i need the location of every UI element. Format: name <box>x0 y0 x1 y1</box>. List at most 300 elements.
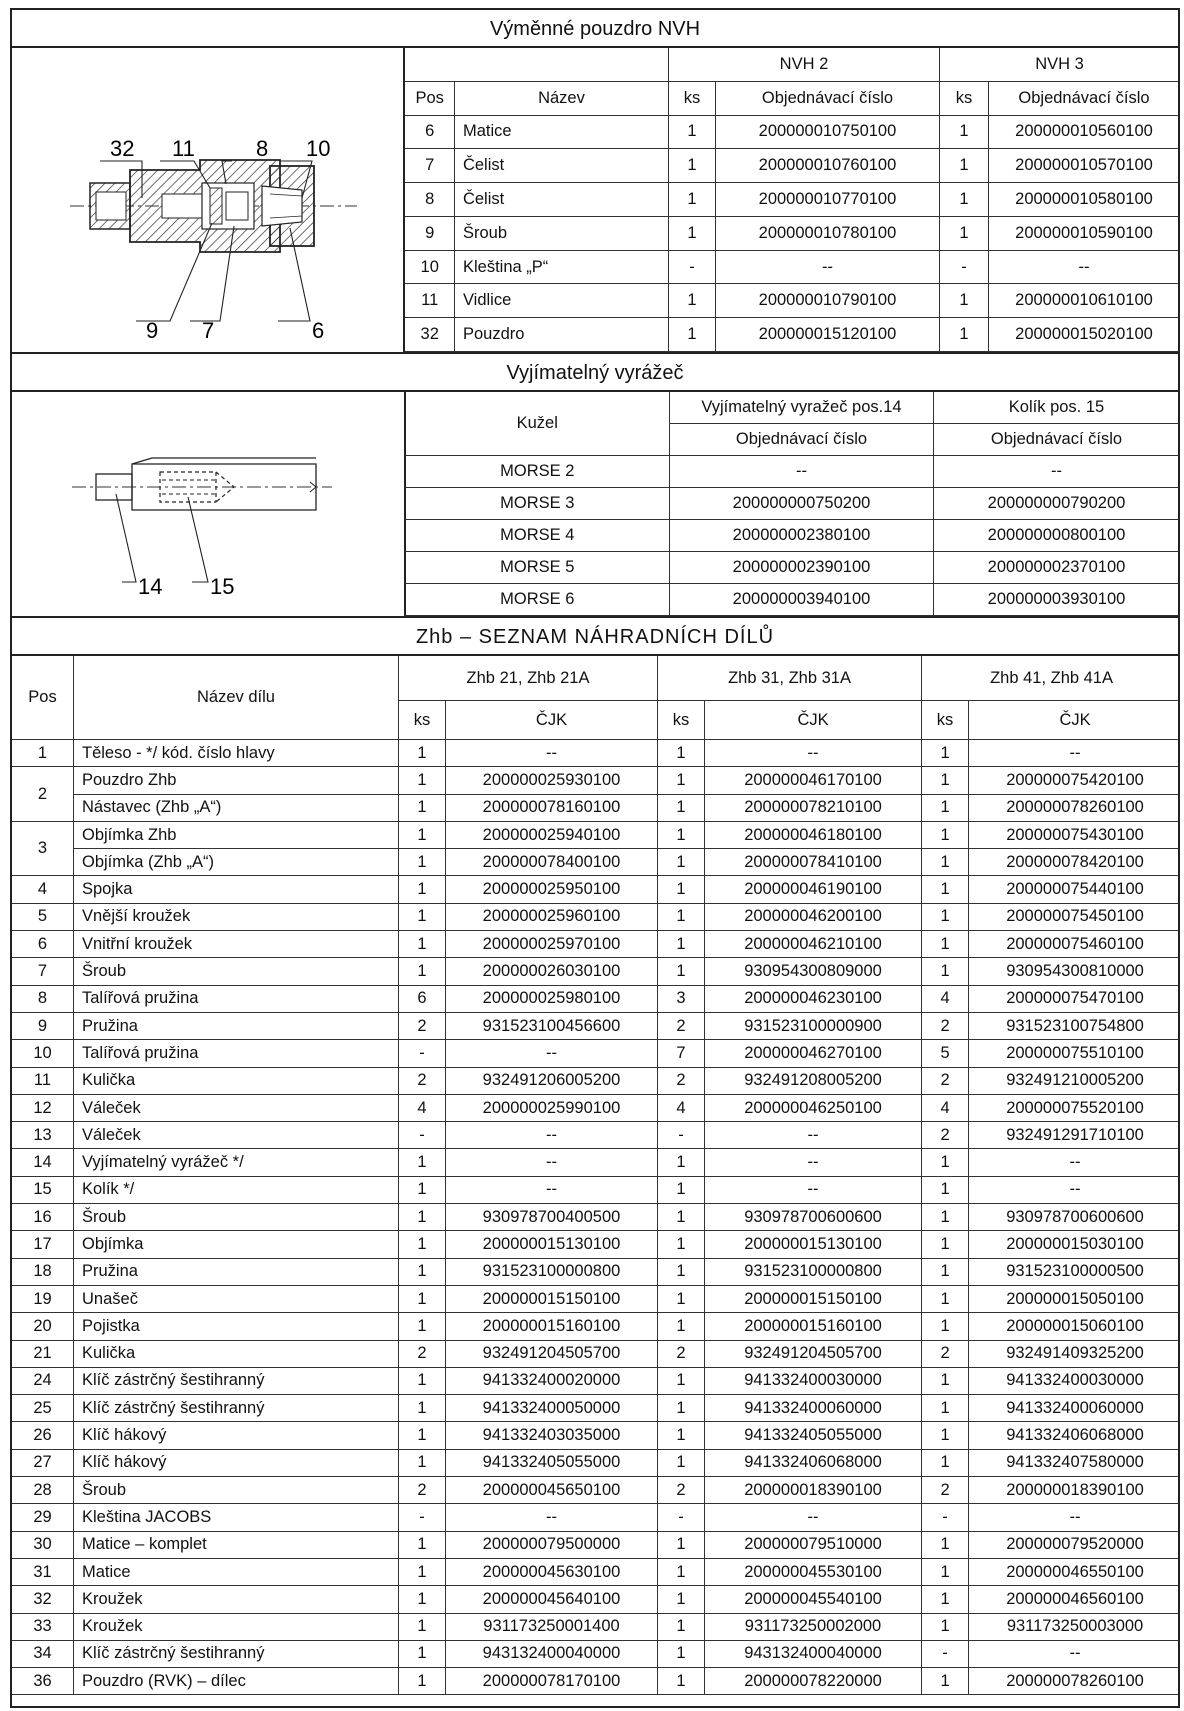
table-row <box>12 1640 1181 1667</box>
cjk-number-cell: 200000079500000 <box>446 1531 658 1558</box>
table-row <box>12 931 1181 958</box>
cjk-number-cell: 200000015060100 <box>969 1313 1180 1340</box>
table-row <box>12 1340 1181 1367</box>
qty-cell: 4 <box>658 1094 705 1121</box>
part-name-cell: Kroužek <box>74 1613 399 1640</box>
fig-label-10: 10 <box>306 136 331 161</box>
pos-cell: 9 <box>12 1012 74 1039</box>
cjk-number-cell: 932491210005200 <box>969 1067 1180 1094</box>
group-zhb41: Zhb 41, Zhb 41A <box>922 656 1180 701</box>
cjk-number-cell: 941332400050000 <box>446 1395 658 1422</box>
cjk-number-cell: 200000046270100 <box>705 1040 922 1067</box>
table-row <box>405 318 1179 352</box>
qty-cell: - <box>668 250 715 284</box>
table-row <box>12 740 1181 767</box>
qty-cell: 1 <box>922 876 969 903</box>
qty-cell: 1 <box>668 318 715 352</box>
order-number-cell: -- <box>934 456 1180 488</box>
qty-cell: 1 <box>922 1258 969 1285</box>
qty-cell: 1 <box>399 1531 446 1558</box>
cjk-number-cell: 200000046180100 <box>705 821 922 848</box>
table-row <box>12 1668 1181 1695</box>
col-ks: ks <box>939 81 988 115</box>
col-ks: ks <box>668 81 715 115</box>
cjk-number-cell: 200000015050100 <box>969 1285 1180 1312</box>
part-name-cell: Unašeč <box>74 1285 399 1312</box>
cjk-number-cell: 941332406068000 <box>705 1449 922 1476</box>
table-row <box>405 216 1179 250</box>
cjk-number-cell: -- <box>969 1176 1180 1203</box>
cjk-number-cell: 941332407580000 <box>969 1449 1180 1476</box>
qty-cell: - <box>399 1040 446 1067</box>
qty-cell: 1 <box>922 1449 969 1476</box>
qty-cell: 1 <box>658 740 705 767</box>
table-row <box>406 584 1180 616</box>
cjk-number-cell: 200000046190100 <box>705 876 922 903</box>
pos-cell: 5 <box>12 903 74 930</box>
table-row <box>405 250 1179 284</box>
pos-cell: 30 <box>12 1531 74 1558</box>
cjk-number-cell: 931173250002000 <box>705 1613 922 1640</box>
qty-cell: 1 <box>922 1285 969 1312</box>
qty-cell: 1 <box>658 1586 705 1613</box>
cjk-number-cell: 200000025930100 <box>446 767 658 794</box>
qty-cell: 1 <box>922 1558 969 1585</box>
cjk-number-cell: 200000075460100 <box>969 931 1180 958</box>
order-number-cell: 200000002390100 <box>670 552 934 584</box>
qty-cell: 1 <box>922 767 969 794</box>
qty-cell: 1 <box>939 183 988 217</box>
table-row <box>12 1531 1181 1558</box>
part-name-cell: Pouzdro Zhb <box>74 767 399 794</box>
cjk-number-cell: 941332406068000 <box>969 1422 1180 1449</box>
cjk-number-cell: 200000025960100 <box>446 903 658 930</box>
qty-cell: 1 <box>658 1449 705 1476</box>
cjk-number-cell: 200000025950100 <box>446 876 658 903</box>
part-name-cell: Kulička <box>74 1067 399 1094</box>
part-name-cell: Objímka <box>74 1231 399 1258</box>
qty-cell: 1 <box>922 1395 969 1422</box>
pos-cell: 7 <box>12 958 74 985</box>
pos-cell: 2 <box>12 767 74 822</box>
group-zhb21: Zhb 21, Zhb 21A <box>399 656 658 701</box>
qty-cell: - <box>922 1640 969 1667</box>
table-row <box>12 767 1181 794</box>
qty-cell: 2 <box>658 1012 705 1039</box>
col-part-name: Název dílu <box>74 656 399 740</box>
variant-nvh2: NVH 2 <box>668 48 939 81</box>
cjk-number-cell: 931173250001400 <box>446 1613 658 1640</box>
part-name-cell: Šroub <box>74 958 399 985</box>
table-row <box>12 821 1181 848</box>
qty-cell: 1 <box>399 958 446 985</box>
pos-cell: 18 <box>12 1258 74 1285</box>
qty-cell: 1 <box>658 1422 705 1449</box>
cjk-number-cell: 932491208005200 <box>705 1067 922 1094</box>
fig-label-14: 14 <box>138 574 163 599</box>
pos-cell: 28 <box>12 1477 74 1504</box>
cjk-number-cell: 200000045640100 <box>446 1586 658 1613</box>
part-name-cell: Kulička <box>74 1340 399 1367</box>
order-number-cell: 200000002370100 <box>934 552 1180 584</box>
qty-cell: 1 <box>658 958 705 985</box>
qty-cell: 1 <box>399 1586 446 1613</box>
qty-cell: 1 <box>399 1449 446 1476</box>
col-pos: Pos <box>12 656 74 740</box>
order-number-cell: 200000010560100 <box>988 115 1179 149</box>
qty-cell: 1 <box>939 216 988 250</box>
qty-cell: 1 <box>922 1149 969 1176</box>
table-row <box>12 876 1181 903</box>
cone-cell: MORSE 6 <box>406 584 670 616</box>
qty-cell: 3 <box>658 985 705 1012</box>
part-name-cell: Pružina <box>74 1012 399 1039</box>
qty-cell: 5 <box>922 1040 969 1067</box>
cjk-number-cell: 941332400060000 <box>969 1395 1180 1422</box>
cone-cell: MORSE 3 <box>406 488 670 520</box>
nvh-variant-row <box>405 48 1179 81</box>
qty-cell: 1 <box>922 1668 969 1695</box>
pos-cell: 26 <box>12 1422 74 1449</box>
cjk-number-cell: -- <box>705 740 922 767</box>
cjk-number-cell: 941332403035000 <box>446 1422 658 1449</box>
cjk-number-cell: 931523100000800 <box>446 1258 658 1285</box>
pos-cell: 25 <box>12 1395 74 1422</box>
pos-cell: 10 <box>12 1040 74 1067</box>
cjk-number-cell: 200000078410100 <box>705 849 922 876</box>
pos-cell: 31 <box>12 1558 74 1585</box>
col-ks: ks <box>922 701 969 740</box>
order-number-cell: 200000015120100 <box>715 318 939 352</box>
pos-cell: 8 <box>12 985 74 1012</box>
qty-cell: 2 <box>922 1012 969 1039</box>
table-row <box>12 985 1181 1012</box>
qty-cell: 1 <box>399 1176 446 1203</box>
table-row <box>12 1040 1181 1067</box>
pos-cell: 4 <box>12 876 74 903</box>
pos-cell: 11 <box>12 1067 74 1094</box>
qty-cell: 1 <box>658 1231 705 1258</box>
pos-cell: 11 <box>405 284 454 318</box>
cjk-number-cell: 200000018390100 <box>969 1477 1180 1504</box>
pos-cell: 16 <box>12 1204 74 1231</box>
cjk-number-cell: 200000078220000 <box>705 1668 922 1695</box>
qty-cell: 1 <box>658 903 705 930</box>
cjk-number-cell: 200000045540100 <box>705 1586 922 1613</box>
fig-label-7: 7 <box>202 318 215 343</box>
qty-cell: 1 <box>399 1668 446 1695</box>
part-name-cell: Nástavec (Zhb „A“) <box>74 794 399 821</box>
part-name-cell: Pojistka <box>74 1313 399 1340</box>
qty-cell: 1 <box>399 740 446 767</box>
order-number-cell: 200000010790100 <box>715 284 939 318</box>
order-number-cell: 200000010760100 <box>715 149 939 183</box>
qty-cell: - <box>658 1122 705 1149</box>
qty-cell: 1 <box>922 903 969 930</box>
cjk-number-cell: 941332400030000 <box>969 1367 1180 1394</box>
col-ks: ks <box>658 701 705 740</box>
table-row <box>12 903 1181 930</box>
cjk-number-cell: 200000078260100 <box>969 1668 1180 1695</box>
qty-cell: 2 <box>658 1340 705 1367</box>
qty-cell: 1 <box>668 284 715 318</box>
cjk-number-cell: 200000075520100 <box>969 1094 1180 1121</box>
cjk-number-cell: 200000025970100 <box>446 931 658 958</box>
qty-cell: 1 <box>922 1531 969 1558</box>
cjk-number-cell: -- <box>446 740 658 767</box>
qty-cell: 1 <box>399 1313 446 1340</box>
table-row <box>12 794 1181 821</box>
pos-cell: 10 <box>405 250 454 284</box>
table-row <box>406 456 1180 488</box>
qty-cell: 1 <box>399 794 446 821</box>
nvh-table <box>405 48 1180 352</box>
part-name-cell: Klíč hákový <box>74 1449 399 1476</box>
name-cell: Kleština „P“ <box>454 250 668 284</box>
qty-cell: 1 <box>658 767 705 794</box>
cjk-number-cell: 941332400020000 <box>446 1367 658 1394</box>
pos-cell: 19 <box>12 1285 74 1312</box>
spare-parts-sheet <box>10 8 1180 1708</box>
cjk-number-cell: 200000018390100 <box>705 1477 922 1504</box>
table-row <box>12 1176 1181 1203</box>
pos-cell: 1 <box>12 740 74 767</box>
cjk-number-cell: 200000075510100 <box>969 1040 1180 1067</box>
qty-cell: - <box>922 1504 969 1531</box>
qty-cell: 1 <box>922 740 969 767</box>
cjk-number-cell: 200000026030100 <box>446 958 658 985</box>
part-name-cell: Klíč zástrčný šestihranný <box>74 1640 399 1667</box>
qty-cell: 6 <box>399 985 446 1012</box>
order-number-cell: 200000002380100 <box>670 520 934 552</box>
cjk-number-cell: 200000046230100 <box>705 985 922 1012</box>
cjk-number-cell: 200000079510000 <box>705 1531 922 1558</box>
qty-cell: 1 <box>399 876 446 903</box>
pos-cell: 14 <box>12 1149 74 1176</box>
cjk-number-cell: 930954300809000 <box>705 958 922 985</box>
table-row <box>406 520 1180 552</box>
order-number-cell: 200000010750100 <box>715 115 939 149</box>
qty-cell: 4 <box>399 1094 446 1121</box>
qty-cell: - <box>658 1504 705 1531</box>
pos-cell: 9 <box>405 216 454 250</box>
qty-cell: 1 <box>399 931 446 958</box>
cjk-number-cell: 930954300810000 <box>969 958 1180 985</box>
qty-cell: 1 <box>658 1613 705 1640</box>
part-name-cell: Těleso - */ kód. číslo hlavy <box>74 740 399 767</box>
qty-cell: 2 <box>922 1340 969 1367</box>
cjk-number-cell: 932491204505700 <box>705 1340 922 1367</box>
table-row <box>12 1231 1181 1258</box>
cjk-number-cell: 931523100000500 <box>969 1258 1180 1285</box>
group-zhb31: Zhb 31, Zhb 31A <box>658 656 922 701</box>
cjk-number-cell: -- <box>705 1504 922 1531</box>
qty-cell: 1 <box>399 767 446 794</box>
pos-cell: 8 <box>405 183 454 217</box>
qty-cell: 1 <box>922 1422 969 1449</box>
part-name-cell: Klíč hákový <box>74 1422 399 1449</box>
qty-cell: 1 <box>658 821 705 848</box>
part-name-cell: Objímka Zhb <box>74 821 399 848</box>
qty-cell: 1 <box>658 1531 705 1558</box>
qty-cell: 1 <box>399 1231 446 1258</box>
qty-cell: 1 <box>658 1313 705 1340</box>
cjk-number-cell: 200000078400100 <box>446 849 658 876</box>
cjk-number-cell: 200000025990100 <box>446 1094 658 1121</box>
part-name-cell: Matice <box>74 1558 399 1585</box>
cjk-number-cell: 941332400030000 <box>705 1367 922 1394</box>
cjk-number-cell: 200000046250100 <box>705 1094 922 1121</box>
qty-cell: 1 <box>939 149 988 183</box>
qty-cell: 2 <box>399 1477 446 1504</box>
ejector-drawing <box>12 392 406 616</box>
order-number-cell: 200000003940100 <box>670 584 934 616</box>
part-name-cell: Vnitřní kroužek <box>74 931 399 958</box>
cjk-number-cell: 930978700400500 <box>446 1204 658 1231</box>
qty-cell: 1 <box>922 958 969 985</box>
variant-nvh3: NVH 3 <box>939 48 1179 81</box>
cjk-number-cell: 200000078160100 <box>446 794 658 821</box>
cjk-number-cell: 200000075450100 <box>969 903 1180 930</box>
col-cone: Kužel <box>406 392 670 456</box>
part-name-cell: Šroub <box>74 1204 399 1231</box>
qty-cell: 1 <box>399 903 446 930</box>
cjk-number-cell: 941332405055000 <box>446 1449 658 1476</box>
cjk-number-cell: -- <box>446 1122 658 1149</box>
order-number-cell: 200000010590100 <box>988 216 1179 250</box>
qty-cell: 2 <box>658 1477 705 1504</box>
qty-cell: 1 <box>399 1395 446 1422</box>
fig-label-15: 15 <box>210 574 235 599</box>
qty-cell: - <box>399 1122 446 1149</box>
cjk-number-cell: 200000079520000 <box>969 1531 1180 1558</box>
order-number-cell: 200000000750200 <box>670 488 934 520</box>
table-row <box>12 849 1181 876</box>
pos-cell: 6 <box>12 931 74 958</box>
fig-label-32: 32 <box>110 136 135 161</box>
qty-cell: 1 <box>399 1258 446 1285</box>
qty-cell: 1 <box>658 1558 705 1585</box>
table-row <box>12 1258 1181 1285</box>
pos-cell: 34 <box>12 1640 74 1667</box>
cjk-number-cell: 200000015130100 <box>446 1231 658 1258</box>
part-name-cell: Talířová pružina <box>74 985 399 1012</box>
col-cjk: ČJK <box>705 701 922 740</box>
order-number-cell: 200000010570100 <box>988 149 1179 183</box>
cjk-number-cell: 200000078420100 <box>969 849 1180 876</box>
qty-cell: 1 <box>668 115 715 149</box>
qty-cell: 1 <box>939 318 988 352</box>
pos-cell: 15 <box>12 1176 74 1203</box>
cjk-number-cell: 931523100456600 <box>446 1012 658 1039</box>
fig-label-11: 11 <box>172 136 195 161</box>
part-name-cell: Objímka (Zhb „A“) <box>74 849 399 876</box>
name-cell: Čelist <box>454 183 668 217</box>
col-pos: Pos <box>405 81 454 115</box>
part-name-cell: Kleština JACOBS <box>74 1504 399 1531</box>
qty-cell: 1 <box>399 1149 446 1176</box>
qty-cell: 4 <box>922 985 969 1012</box>
table-row <box>12 1477 1181 1504</box>
qty-cell: 1 <box>668 216 715 250</box>
part-name-cell: Kolík */ <box>74 1176 399 1203</box>
cjk-number-cell: 200000046200100 <box>705 903 922 930</box>
nvh-section-title: Výměnné pouzdro NVH <box>12 10 1178 48</box>
cjk-number-cell: 200000045650100 <box>446 1477 658 1504</box>
pos-cell: 36 <box>12 1668 74 1695</box>
order-number-cell: 200000015020100 <box>988 318 1179 352</box>
cone-cell: MORSE 5 <box>406 552 670 584</box>
order-number-cell: 200000010780100 <box>715 216 939 250</box>
qty-cell: 2 <box>922 1477 969 1504</box>
qty-cell: 1 <box>668 183 715 217</box>
fig-label-6: 6 <box>312 318 325 343</box>
order-number-cell: -- <box>715 250 939 284</box>
cjk-number-cell: 200000075420100 <box>969 767 1180 794</box>
cjk-number-cell: 943132400040000 <box>446 1640 658 1667</box>
qty-cell: 2 <box>399 1067 446 1094</box>
qty-cell: 2 <box>399 1340 446 1367</box>
pos-cell: 33 <box>12 1613 74 1640</box>
cjk-number-cell: -- <box>705 1149 922 1176</box>
part-name-cell: Váleček <box>74 1122 399 1149</box>
pos-cell: 13 <box>12 1122 74 1149</box>
fig-label-9: 9 <box>146 318 159 343</box>
col-pin: Kolík pos. 15 <box>934 392 1180 424</box>
ejector-drawing-icon <box>12 392 407 618</box>
qty-cell: 1 <box>399 1285 446 1312</box>
qty-cell: 1 <box>399 1367 446 1394</box>
table-row <box>405 115 1179 149</box>
qty-cell: 1 <box>922 1313 969 1340</box>
table-row <box>405 149 1179 183</box>
table-row <box>12 1367 1181 1394</box>
parts-section-title: Zhb – SEZNAM NÁHRADNÍCH DÍLŮ <box>12 618 1178 656</box>
qty-cell: 1 <box>939 115 988 149</box>
cjk-number-cell: 200000075470100 <box>969 985 1180 1012</box>
name-cell: Šroub <box>454 216 668 250</box>
part-name-cell: Vnější kroužek <box>74 903 399 930</box>
part-name-cell: Matice – komplet <box>74 1531 399 1558</box>
ejector-table <box>406 392 1181 616</box>
cjk-number-cell: -- <box>446 1149 658 1176</box>
qty-cell: 1 <box>658 1640 705 1667</box>
qty-cell: - <box>939 250 988 284</box>
qty-cell: 1 <box>658 794 705 821</box>
cjk-number-cell: 200000078210100 <box>705 794 922 821</box>
qty-cell: 1 <box>658 1367 705 1394</box>
pos-cell: 7 <box>405 149 454 183</box>
col-order: Objednávací číslo <box>988 81 1179 115</box>
name-cell: Matice <box>454 115 668 149</box>
qty-cell: 2 <box>658 1067 705 1094</box>
nvh-band <box>12 48 1178 354</box>
pos-cell: 32 <box>405 318 454 352</box>
cjk-number-cell: 932491206005200 <box>446 1067 658 1094</box>
name-cell: Vidlice <box>454 284 668 318</box>
cjk-number-cell: 931523100000800 <box>705 1258 922 1285</box>
cjk-number-cell: -- <box>969 1149 1180 1176</box>
cjk-number-cell: 930978700600600 <box>969 1204 1180 1231</box>
cjk-number-cell: 200000046550100 <box>969 1558 1180 1585</box>
cjk-number-cell: 941332405055000 <box>705 1422 922 1449</box>
pos-cell: 3 <box>12 821 74 876</box>
table-row <box>12 1094 1181 1121</box>
cjk-number-cell: 200000015160100 <box>446 1313 658 1340</box>
nvh-section-drawing-icon <box>12 48 407 354</box>
part-name-cell: Pouzdro (RVK) – dílec <box>74 1668 399 1695</box>
pos-cell: 32 <box>12 1586 74 1613</box>
